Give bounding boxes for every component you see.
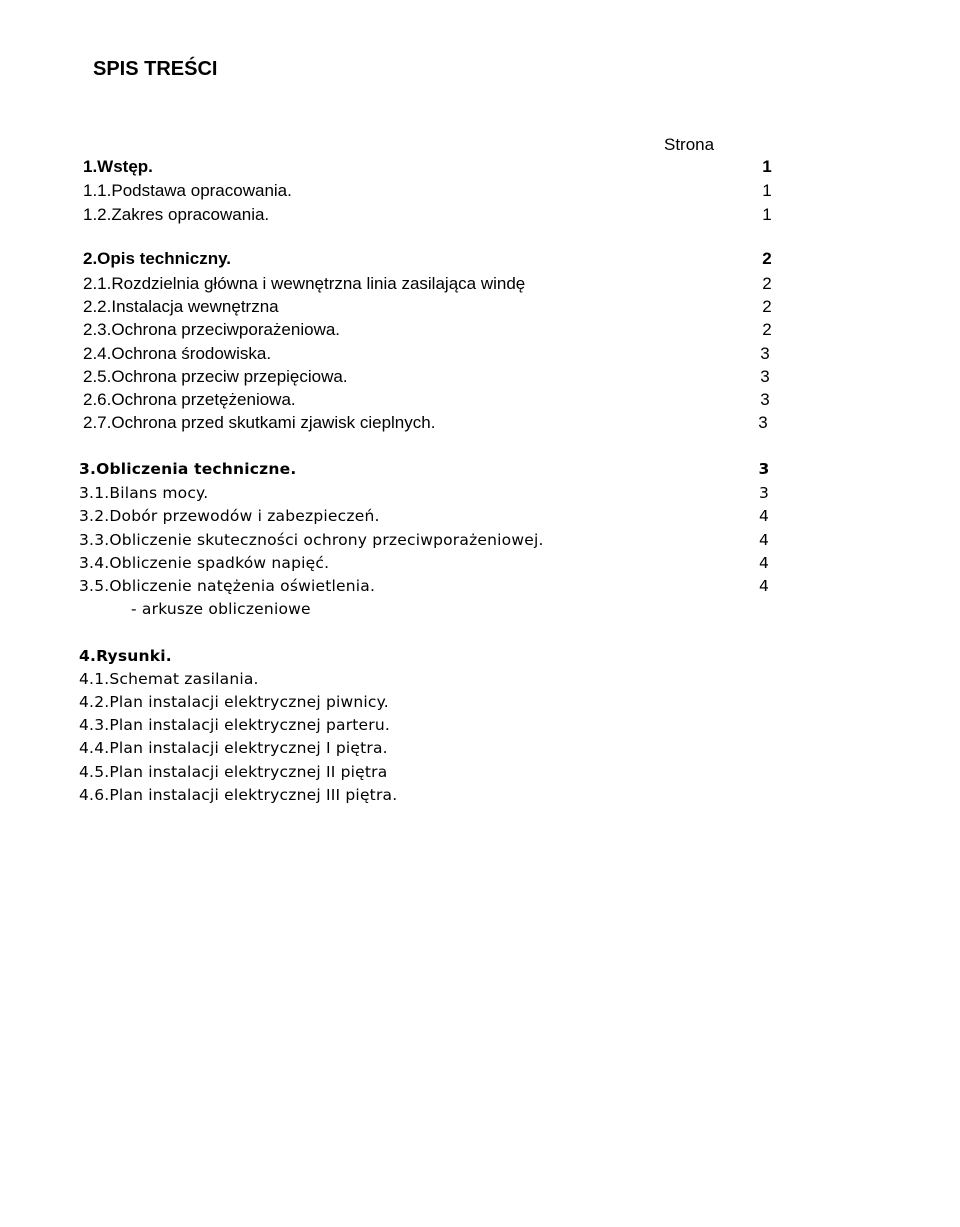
toc-entry (0, 204, 960, 226)
toc-entry (0, 343, 960, 365)
toc-entry-label: 2.2.Instalacja wewnętrzna (83, 297, 279, 316)
toc-entry-label: 3.4.Obliczenie spadków napięć. (79, 554, 330, 572)
toc-entry-page: 4 (758, 577, 770, 595)
toc-entry-label: 4.5.Plan instalacji elektrycznej II piętra (79, 763, 388, 781)
toc-entry-label: 1.Wstęp. (83, 157, 153, 176)
toc-entry-page: 3 (760, 367, 770, 386)
toc-entry-page: 4 (758, 554, 770, 572)
toc-entry (0, 180, 960, 202)
toc-entry-page: 3 (758, 460, 770, 478)
toc-entry (0, 389, 960, 411)
toc-entry-label: 4.4.Plan instalacji elektrycznej I piętra. (79, 739, 388, 757)
toc-entry-page: 3 (758, 484, 770, 502)
toc-entry-page: 4 (758, 507, 770, 525)
toc-entry (0, 575, 960, 597)
toc-entry-label: 4.3.Plan instalacji elektrycznej parteru. (79, 716, 391, 734)
toc-entry (0, 668, 960, 690)
toc-entry (0, 784, 960, 806)
toc-entry-page: 1 (762, 205, 772, 224)
toc-entry (0, 714, 960, 736)
toc-entry-label: 2.Opis techniczny. (83, 249, 232, 268)
toc-entry (0, 737, 960, 759)
toc-entry (0, 761, 960, 783)
toc-entry-page: 2 (762, 320, 772, 339)
toc-entry (0, 529, 960, 551)
toc-entry-label: 3.5.Obliczenie natężenia oświetlenia. (79, 577, 376, 595)
toc-entry-label: 4.1.Schemat zasilania. (79, 670, 259, 688)
toc-entry-label: 3.2.Dobór przewodów i zabezpieczeń. (79, 507, 380, 525)
toc-entry-label: 1.1.Podstawa opracowania. (83, 181, 292, 200)
toc-entry-label: 2.1.Rozdzielnia główna i wewnętrzna linia zasilająca windę (83, 274, 526, 293)
toc-entry (0, 366, 960, 388)
toc-entry-page: 2 (762, 274, 772, 293)
toc-entry-page: 2 (762, 249, 772, 268)
toc-entry-label: 2.7.Ochrona przed skutkami zjawisk cieplnych. (83, 413, 436, 432)
toc-entry (0, 505, 960, 527)
page-title: SPIS TREŚCI (93, 58, 218, 80)
toc-entry (0, 156, 960, 178)
toc-entry-page: 3 (760, 390, 770, 409)
toc-entry (0, 552, 960, 574)
toc-entry-label: 2.3.Ochrona przeciwporażeniowa. (83, 320, 341, 339)
toc-entry-page: 2 (762, 297, 772, 316)
toc-entry (0, 412, 960, 434)
toc-entry-label: - arkusze obliczeniowe (131, 600, 311, 618)
toc-entry (0, 691, 960, 713)
toc-entry-page: 1 (762, 157, 772, 176)
toc-entry-label: 4.2.Plan instalacji elektrycznej piwnicy. (79, 693, 389, 711)
toc-entry (0, 598, 960, 620)
page-column-header: Strona (664, 135, 715, 154)
toc-entry-label: 2.6.Ochrona przetężeniowa. (83, 390, 296, 409)
toc-entry (0, 273, 960, 295)
toc-entry-page: 3 (758, 413, 768, 432)
toc-entry-label: 1.2.Zakres opracowania. (83, 205, 270, 224)
toc-entry-page: 4 (758, 531, 770, 549)
toc-entry (0, 458, 960, 480)
toc-entry-label: 3.Obliczenia techniczne. (79, 460, 297, 478)
toc-entry (0, 319, 960, 341)
toc-entry-label: 4.Rysunki. (79, 647, 172, 665)
toc-entry-page: 1 (762, 181, 772, 200)
toc-entry (0, 482, 960, 504)
toc-entry (0, 645, 960, 667)
toc-entry-label: 2.4.Ochrona środowiska. (83, 344, 272, 363)
toc-entry-page: 3 (760, 344, 770, 363)
toc-entry (0, 296, 960, 318)
toc-entry-label: 4.6.Plan instalacji elektrycznej III piętra. (79, 786, 398, 804)
toc-entry-label: 2.5.Ochrona przeciw przepięciowa. (83, 367, 348, 386)
toc-entry-label: 3.3.Obliczenie skuteczności ochrony przeciwporażeniowej. (79, 531, 544, 549)
toc-entry (0, 248, 960, 270)
toc-entry-label: 3.1.Bilans mocy. (79, 484, 209, 502)
